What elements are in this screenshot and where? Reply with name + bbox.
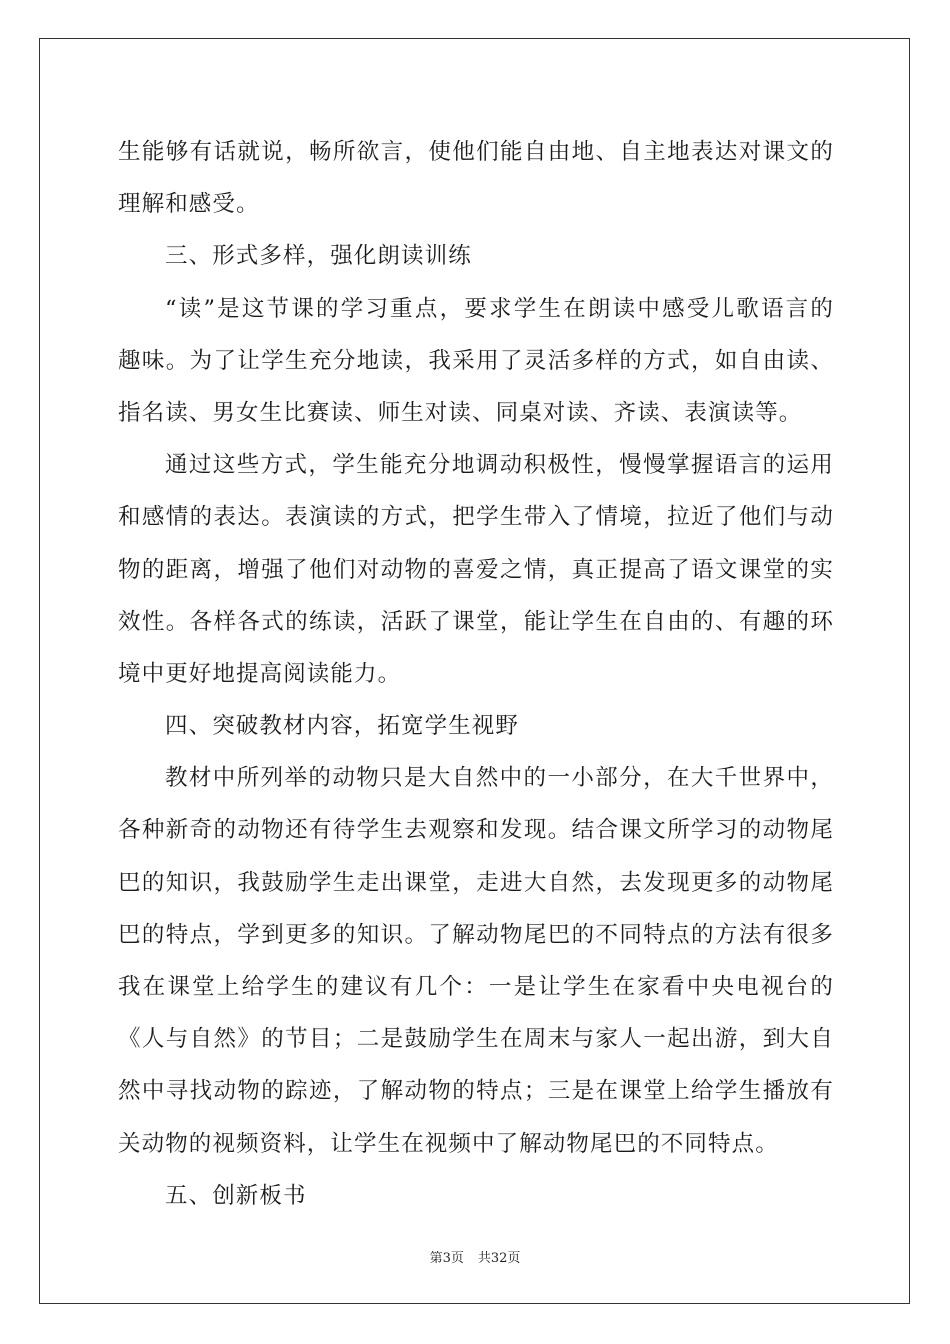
text-line: 物的距离，增强了他们对动物的喜爱之情，真正提高了语文课堂的实 [118,556,834,583]
text-line: 教材中所列举的动物只是大自然中的一小部分，在大千世界中， [165,765,834,792]
text-line: 效性。各样各式的练读，活跃了课堂，能让学生在自由的、有趣的环 [118,608,834,635]
section-heading: 三、形式多样，强化朗读训练 [165,243,472,270]
text-line: 和感情的表达。表演读的方式，把学生带入了情境，拉近了他们与动 [118,504,834,531]
document-body [118,126,834,1222]
page-footer [0,1247,950,1266]
text-line: “读”是这节课的学习重点，要求学生在朗读中感受儿歌语言的 [165,295,834,322]
section-heading: 四、突破教材内容，拓宽学生视野 [165,713,520,740]
text-line: 通过这些方式，学生能充分地调动积极性，慢慢掌握语言的运用 [165,452,834,479]
text-line: 生能够有话就说，畅所欲言，使他们能自由地、自主地表达对课文的 [118,139,834,165]
text-line: 《人与自然》的节目；二是鼓励学生在周末与家人一起出游，到大自 [118,1026,834,1053]
text-line: 理解和感受。 [118,191,260,218]
text-line: 各种新奇的动物还有待学生去观察和发现。结合课文所学习的动物尾 [118,817,834,844]
text-line: 趣味。为了让学生充分地读，我采用了灵活多样的方式，如自由读、 [118,347,834,374]
text-line: 巴的知识，我鼓励学生走出课堂，走进大自然，去发现更多的动物尾 [118,869,834,896]
page-total: 共32页 [477,1251,521,1266]
text-line: 指名读、男女生比赛读、师生对读、同桌对读、齐读、表演读等。 [118,399,803,426]
text-line: 境中更好地提高阅读能力。 [118,660,402,687]
section-heading: 五、创新板书 [165,1182,307,1209]
text-line: 巴的特点，学到更多的知识。了解动物尾巴的不同特点的方法有很多 [118,921,834,948]
text-line: 然中寻找动物的踪迹，了解动物的特点；三是在课堂上给学生播放有 [118,1078,834,1105]
text-line: 我在课堂上给学生的建议有几个：一是让学生在家看中央电视台的 [118,974,834,1000]
text-line: 关动物的视频资料，让学生在视频中了解动物尾巴的不同特点。 [118,1130,779,1157]
page-number: 第3页 [429,1251,464,1266]
